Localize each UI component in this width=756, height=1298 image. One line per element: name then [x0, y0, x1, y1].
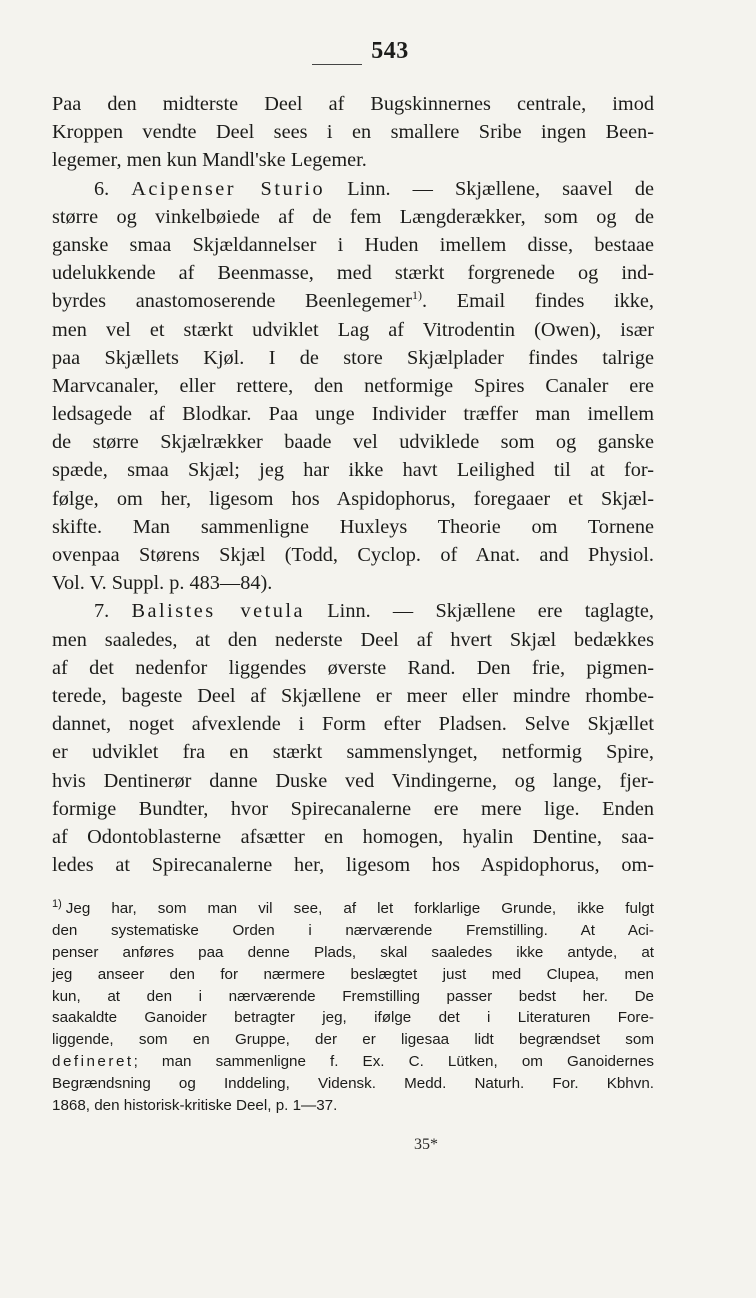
text-line: byrdes anastomoserende Beenlegemer$^{1)}$. Email findes ikke,	[52, 288, 654, 313]
signature-mark: 35*	[414, 1136, 438, 1153]
text-line: terede, bageste Deel af Skjællene er meer eller mindre rhombe-	[52, 684, 654, 707]
page-number: 543	[371, 38, 409, 64]
text-line: 7. Balistes vetula Linn. — Skjællene ere taglagte,	[94, 600, 655, 623]
text-line: udelukkende af Beenmasse, med stærkt forgrenede og ind-	[52, 262, 654, 285]
footnote-line: jeg anseer den for nærmere beslægtet just med Clupea, men	[52, 965, 654, 983]
text-line: 6. Acipenser Sturio Linn. — Skjællene, saavel de	[94, 177, 655, 200]
footnote-line: 1868, den historisk-kritiske Deel, p. 1—37.	[52, 1097, 338, 1115]
footnote-line: penser anføres paa denne Plads, skal saaledes ikke antyde, at	[52, 943, 654, 961]
footnote-line: liggende, som en Gruppe, der er ligesaa lidt begrændset som	[52, 1031, 654, 1049]
footnote-line: Begrændsning og Inddeling, Vidensk. Medd. Naturh. For. Kbhvn.	[52, 1075, 654, 1093]
text-line: paa Skjællets Kjøl. I de store Skjælplader findes talrige	[52, 346, 654, 369]
text-line: men saaledes, at den nederste Deel af hvert Skjæl bedækkes	[52, 628, 654, 651]
species-name: Balistes vetula	[131, 600, 306, 623]
footnote-line: saakaldte Ganoider betragter jeg, ifølge det i Literaturen Fore-	[52, 1009, 654, 1027]
emphasized-word: defineret	[52, 1053, 134, 1071]
footnote-line: kun, at den i nærværende Fremstilling passer bedst her. De	[52, 987, 654, 1005]
text-line: ovenpaa Størens Skjæl (Todd, Cyclop. of Anat. and Physiol.	[52, 544, 654, 566]
footnote-block	[52, 898, 654, 1117]
text-line: dannet, noget afvexlende i Form efter Pladsen. Selve Skjællet	[52, 713, 654, 736]
text-line: legemer, men kun Mandl'ske Legemer.	[52, 149, 367, 172]
text-line: Kroppen vendte Deel sees i en smallere Sribe ingen Been-	[52, 121, 654, 144]
species-name: Acipenser Sturio	[131, 177, 326, 200]
text-line: skifte. Man sammenligne Huxleys Theorie om Tornene	[52, 515, 654, 538]
footnote-reference: 1)	[412, 288, 422, 303]
footnote-line: $^{1)}$ Jeg har, som man vil see, af let forklarlige Grunde, ikke fulgt	[52, 897, 654, 917]
text-line: Marvcanaler, eller rettere, den netformige Spires Canaler ere	[52, 374, 654, 397]
page-number-rule	[312, 64, 362, 65]
text-line: er udviklet fra en stærkt sammenslynget, netformig Spire,	[52, 741, 654, 764]
text-line: men vel et stærkt udviklet Lag af Vitrodentin (Owen), især	[52, 318, 654, 341]
text-line: større og vinkelbøiede af de fem Længderækker, som og de	[52, 205, 654, 228]
text-line: af det nedenfor liggendes øverste Rand. Den frie, pigmen-	[52, 656, 654, 679]
text-line: spæde, smaa Skjæl; jeg har ikke havt Leilighed til at for-	[52, 459, 654, 482]
text-line: Vol. V. Suppl. p. 483—84).	[52, 572, 273, 595]
text-line: hvis Dentinerør danne Duske ved Vindingerne, og lange, fjer-	[52, 769, 654, 792]
text-line: af Odontoblasterne afsætter en homogen, hyalin Dentine, saa-	[52, 825, 654, 848]
footnote-line: den systematiske Orden i nærværende Fremstilling. At Aci-	[52, 921, 654, 939]
text-line: ledsagede af Blodkar. Paa unge Individer træffer man imellem	[52, 403, 654, 426]
text-line: Paa den midterste Deel af Bugskinnernes centrale, imod	[52, 93, 654, 115]
text-line: de større Skjælrækker baade vel udviklede som og ganske	[52, 431, 654, 454]
footnote-line: defineret; man sammenligne f. Ex. C. Lütken, om Ganoidernes	[52, 1053, 654, 1071]
text-line: formige Bundter, hvor Spirecanalerne ere mere lige. Enden	[52, 797, 654, 820]
main-text-body	[52, 90, 654, 879]
text-line: ledes at Spirecanalerne her, ligesom hos Aspidophorus, om-	[52, 854, 654, 877]
footnote-marker: 1)	[52, 897, 62, 910]
text-line: ganske smaa Skjældannelser i Huden imellem disse, bestaae	[52, 233, 654, 256]
text-line: følge, om her, ligesom hos Aspidophorus, foregaaer et Skjæl-	[52, 487, 654, 510]
